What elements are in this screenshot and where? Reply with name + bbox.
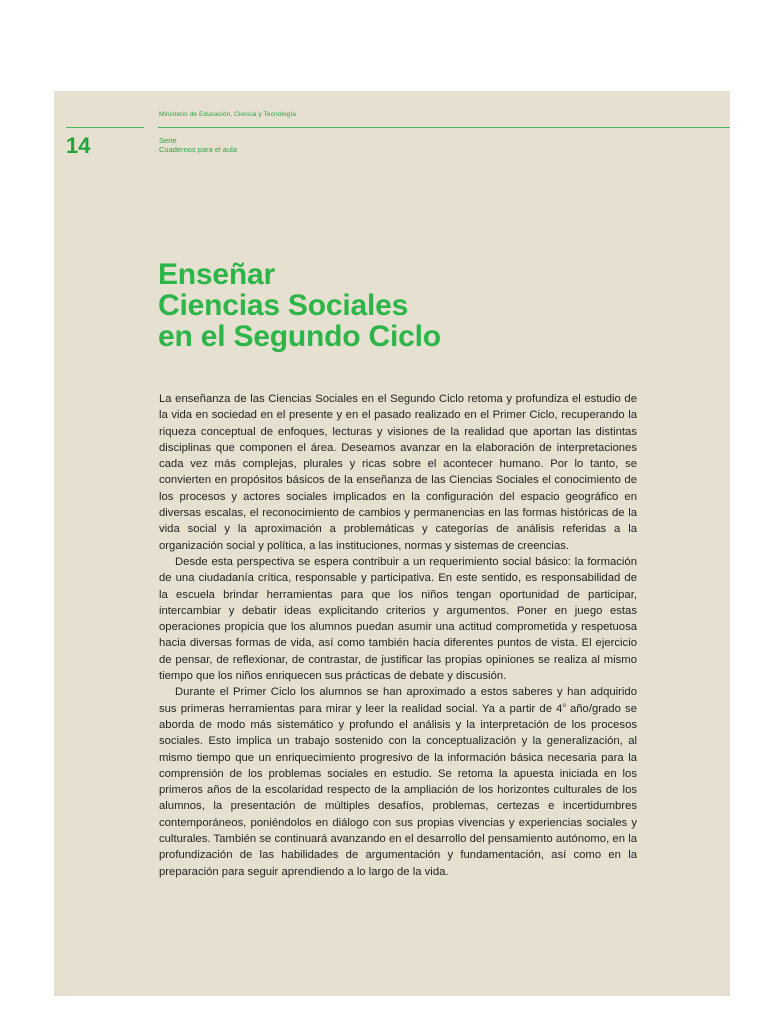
page-number: 14 [66, 133, 91, 158]
chapter-title [158, 259, 441, 352]
paragraph-3-part-2: año/grado se aborda de modo más sistemático y profundo el análisis y la interpretación de los procesos sociales. Esto implica un trabajo sostenido con la conceptualización y la generalización, al mismo tiempo que un enriquecimiento progresivo de la información básica necesaria para la comprensión de los problemas sociales en estudio. Se retoma la apuesta iniciada en los primeros años de la escolaridad respecto de la ampliación de los horizontes culturales de los alumnos, la presentación de múltiples desafíos, problemas, certezas e incertidumbres contemporáneos, poniéndolos en diálogo con sus propias vivencias y experiencias sociales y culturales. También se continuará avanzando en el desarrollo del pensamiento autónomo, en la profundización de las habilidades de argumentación y fundamentación, así como en la preparación para seguir aprendiendo a lo largo de la vida. [159, 702, 637, 878]
paragraph-3 [159, 684, 637, 880]
body-text [159, 391, 637, 880]
header-rule-right [158, 127, 730, 128]
series-line-1: Serie [159, 136, 177, 145]
title-line-2: Ciencias Sociales [158, 289, 409, 322]
book-page [54, 91, 730, 996]
ordinal-superscript: o [562, 702, 566, 709]
ministry-header: Ministerio de Educación, Ciencia y Tecnología [159, 111, 296, 118]
title-line-3: en el Segundo Ciclo [158, 320, 441, 353]
title-line-1: Enseñar [158, 258, 275, 291]
paragraph-3-part-1: Durante el Primer Ciclo los alumnos se han aproximado a estos saberes y han adquirido sus primeras herramientas para mirar y leer la realidad social. Ya a partir de 4 [159, 686, 637, 715]
paragraph-1: La enseñanza de las Ciencias Sociales en el Segundo Ciclo retoma y profundiza el estudio de la vida en sociedad en el presente y en el pasado realizado en el Primer Ciclo, recuperando la riqueza conceptual de enfoques, lecturas y visiones de la realidad que aportan las distintas disciplinas que componen el área. Deseamos avanzar en la elaboración de interpretaciones cada vez más complejas, plurales y ricas sobre el acontecer humano. Por lo tanto, se convierten en propósitos básicos de la enseñanza de las Ciencias Sociales el conocimiento de los procesos y actores sociales implicados en la configuración del espacio geográfico en diversas escalas, el reconocimiento de cambios y permanencias en las formas históricas de la vida social y la aproximación a problemáticas y categorías de análisis referidas a la organización social y política, a las instituciones, normas y sistemas de creencias. [159, 393, 637, 552]
paragraph-2: Desde esta perspectiva se espera contribuir a un requerimiento social básico: la formación de una ciudadanía crítica, responsable y participativa. En este sentido, es responsabilidad de la escuela brindar herramientas para que los niños tengan oportunidad de participar, intercambiar y debatir ideas explicitando criterios y argumentos. Poner en juego estas operaciones propicia que los alumnos puedan asumir una actitud comprometida y respetuosa hacia diversas formas de vida, así como también hacia diferentes puntos de vista. El ejercicio de pensar, de reflexionar, de contrastar, de justificar las propias opiniones se realiza al mismo tiempo que los niños enriquecen sus prácticas de debate y discusión. [159, 555, 637, 683]
series-line-2: Cuadernos para el aula [159, 144, 237, 154]
header-rule-left [66, 127, 144, 128]
series-label [159, 137, 237, 154]
